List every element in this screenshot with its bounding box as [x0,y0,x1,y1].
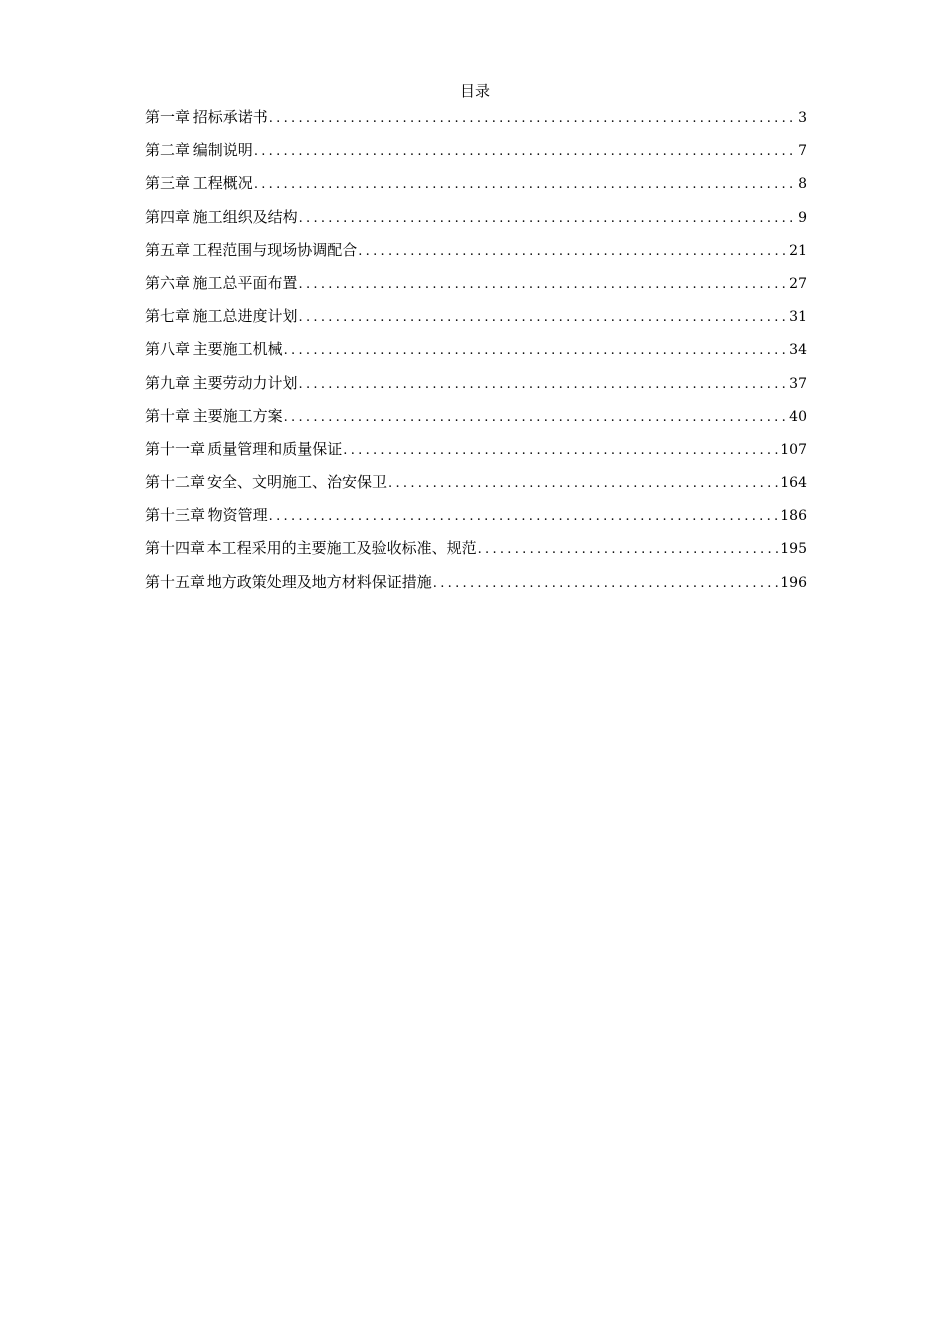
toc-dot-leader [299,374,788,396]
toc-chapter-number: 第六章 [145,273,191,292]
toc-page-number: 186 [780,508,807,525]
toc-chapter-title: 安全、文明施工、治安保卫 [207,473,388,492]
toc-dot-leader [478,539,779,561]
toc-page-number: 40 [789,408,807,425]
toc-entry [145,239,807,272]
toc-dot-leader [269,108,796,130]
toc-chapter-number: 第四章 [145,207,191,226]
toc-chapter-number: 第十四章 [145,539,206,558]
toc-chapter-number: 第九章 [145,373,191,392]
toc-chapter-number: 第二章 [145,141,191,160]
table-of-contents [145,106,807,604]
toc-title: 目录 [459,82,490,100]
toc-page-number: 9 [798,209,807,226]
toc-entry [145,172,807,205]
toc-page-number: 21 [789,242,807,259]
toc-entry [145,305,807,338]
toc-dot-leader [433,573,778,595]
toc-dot-leader [284,340,788,362]
toc-dot-leader [299,307,788,329]
toc-chapter-title: 主要施工机械 [192,340,283,359]
toc-chapter-number: 第十一章 [145,439,206,458]
toc-chapter-number: 第十五章 [145,572,206,591]
toc-dot-leader [269,506,779,528]
toc-chapter-title: 物资管理 [207,506,268,525]
toc-entry [145,504,807,537]
toc-chapter-title: 工程范围与现场协调配合 [192,240,358,259]
toc-entry [145,571,807,604]
toc-chapter-number: 第一章 [145,108,191,126]
toc-page-number: 164 [780,475,807,492]
toc-entry [145,471,807,504]
toc-chapter-title: 施工组织及结构 [192,207,298,226]
toc-dot-leader [254,141,796,163]
toc-entry [145,106,807,139]
toc-entry [145,139,807,172]
toc-chapter-number: 第七章 [145,307,191,326]
toc-page-number: 7 [798,143,807,160]
toc-dot-leader [343,440,778,462]
toc-chapter-number: 第十二章 [145,473,206,492]
toc-dot-leader [358,241,787,263]
toc-chapter-number: 第十三章 [145,506,206,525]
toc-chapter-title: 主要施工方案 [192,406,283,425]
toc-chapter-number: 第十章 [145,406,191,425]
toc-dot-leader [284,407,788,429]
toc-page-number: 196 [780,574,807,591]
toc-page-number: 3 [798,110,807,126]
toc-chapter-title: 施工总平面布置 [192,273,298,292]
toc-chapter-number: 第三章 [145,174,191,193]
toc-entry [145,372,807,405]
toc-entry [145,405,807,438]
toc-chapter-title: 施工总进度计划 [192,307,298,326]
toc-page-number: 34 [789,342,807,359]
toc-entry [145,338,807,371]
toc-chapter-number: 第八章 [145,340,191,359]
toc-page-number: 31 [789,309,807,326]
toc-page-number: 107 [780,441,807,458]
toc-page-number: 195 [780,541,807,558]
toc-page-number: 8 [798,176,807,193]
toc-entry [145,537,807,570]
toc-chapter-title: 本工程采用的主要施工及验收标准、规范 [206,539,477,558]
toc-chapter-number: 第五章 [145,240,191,259]
toc-chapter-title: 地方政策处理及地方材料保证措施 [206,572,432,591]
toc-dot-leader [388,473,778,495]
toc-chapter-title: 主要劳动力计划 [192,373,298,392]
toc-entry [145,438,807,471]
toc-entry [145,206,807,239]
toc-entry [145,272,807,305]
toc-chapter-title: 招标承诺书 [192,108,268,126]
toc-dot-leader [299,274,788,296]
toc-page-number: 37 [789,375,807,392]
toc-chapter-title: 质量管理和质量保证 [207,439,343,458]
toc-dot-leader [299,208,797,230]
toc-chapter-title: 工程概况 [192,174,253,193]
toc-chapter-title: 编制说明 [192,141,253,160]
toc-dot-leader [254,174,796,196]
toc-page-number: 27 [789,275,807,292]
